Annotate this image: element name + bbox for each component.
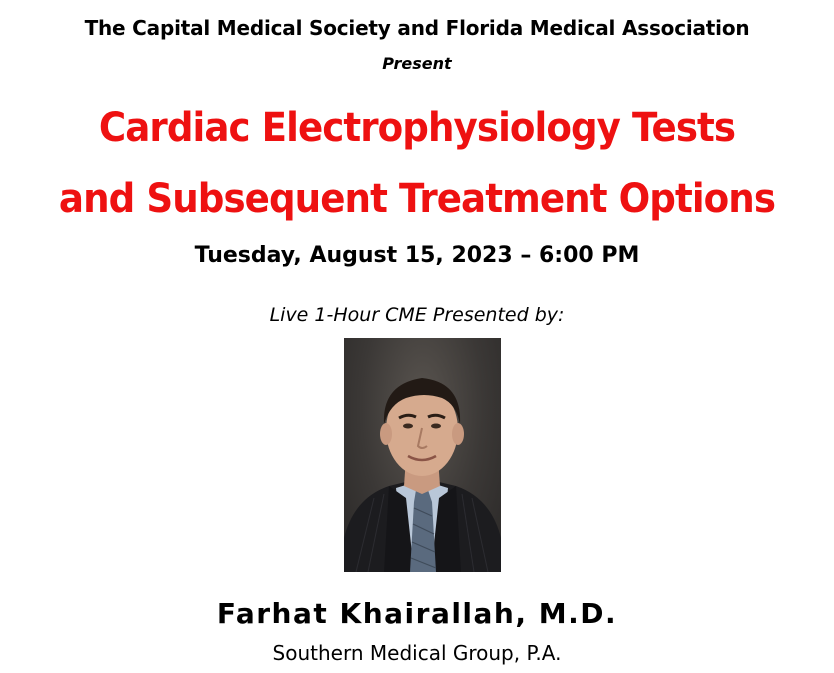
speaker-photo bbox=[344, 338, 501, 572]
speaker-portrait-illustration bbox=[344, 338, 501, 572]
presented-by-label: Live 1-Hour CME Presented by: bbox=[269, 304, 565, 326]
speaker-organization: Southern Medical Group, P.A. bbox=[272, 641, 562, 665]
event-title-line-1: Cardiac Electrophysiology Tests bbox=[98, 105, 736, 151]
event-title-line-2: and Subsequent Treatment Options bbox=[58, 176, 776, 222]
organizers-heading: The Capital Medical Society and Florida Medical Association bbox=[84, 16, 750, 40]
speaker-name: Farhat Khairallah, M.D. bbox=[216, 597, 618, 630]
present-label: Present bbox=[382, 54, 452, 73]
event-date-time: Tuesday, August 15, 2023 – 6:00 PM bbox=[194, 243, 640, 268]
